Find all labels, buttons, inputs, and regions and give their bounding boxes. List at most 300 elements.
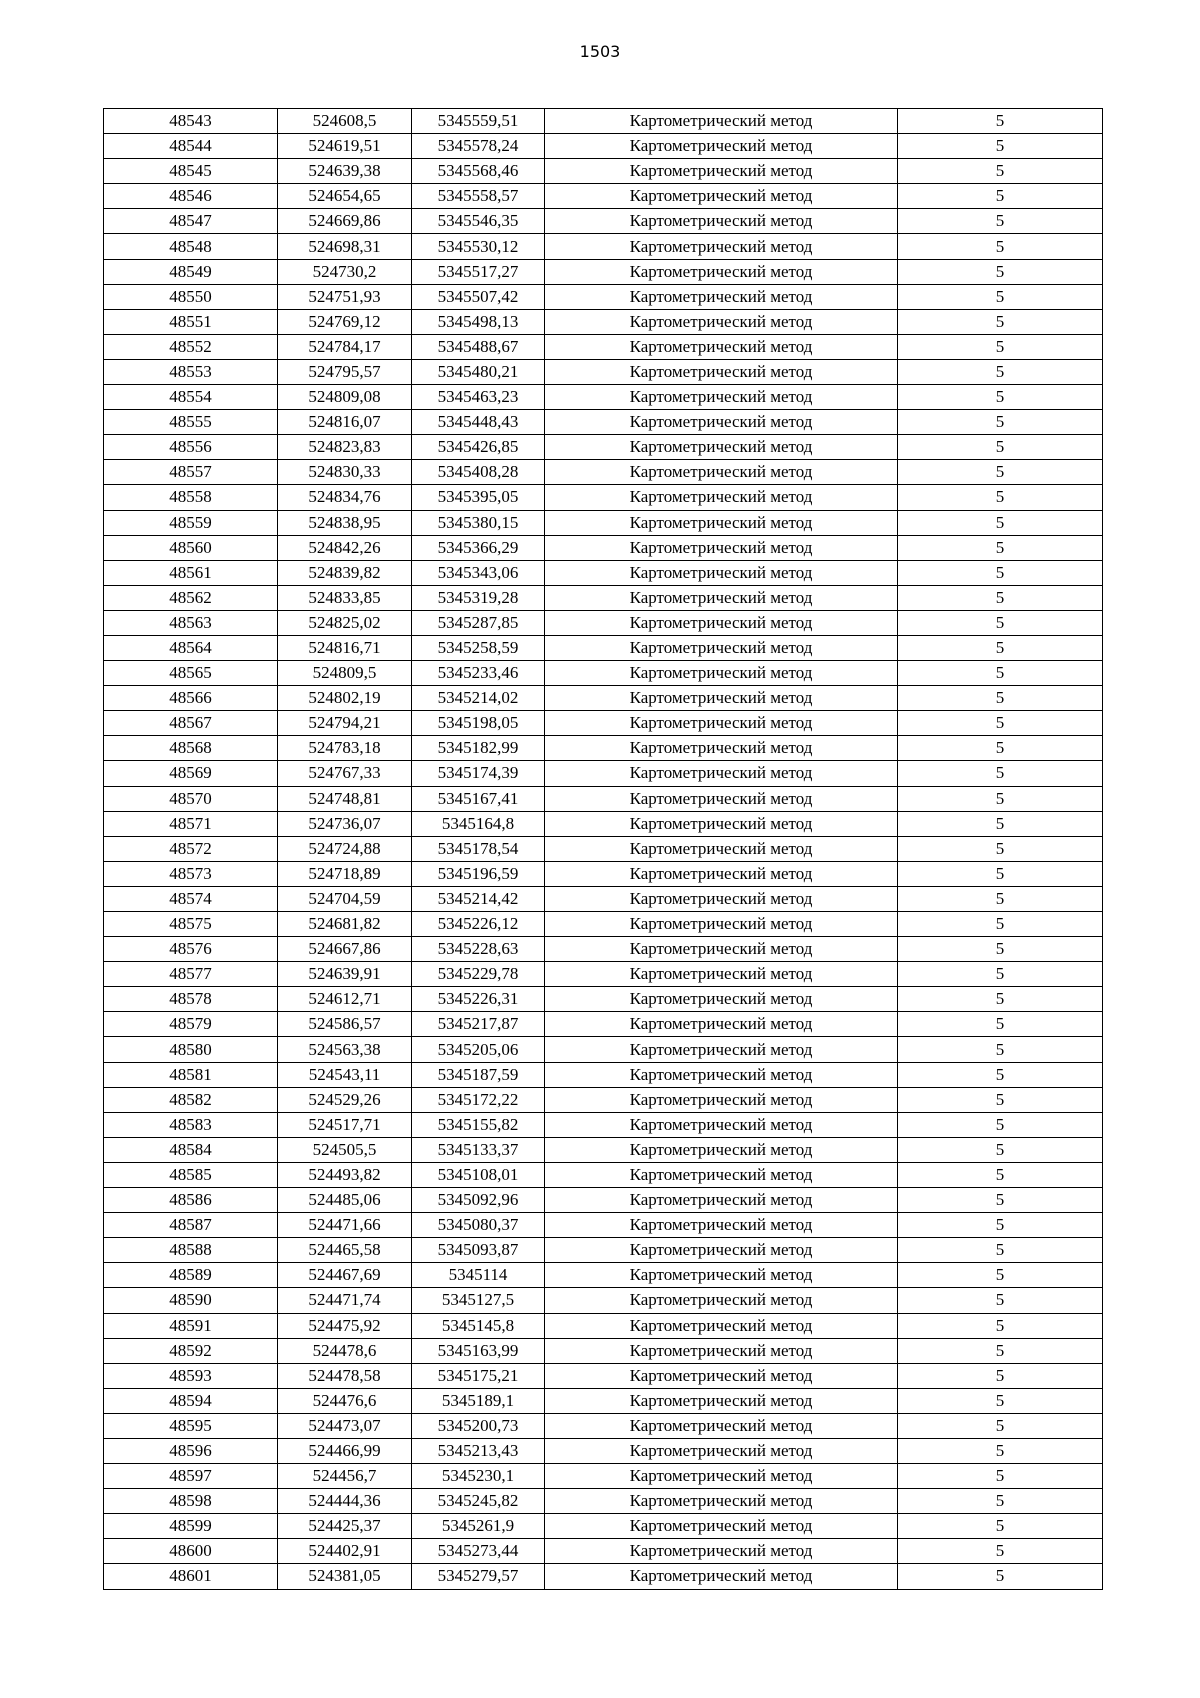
- method-cell: Картометрический метод: [545, 1062, 898, 1087]
- method-cell: Картометрический метод: [545, 786, 898, 811]
- y-coordinate-cell: 5345163,99: [412, 1338, 545, 1363]
- method-cell: Картометрический метод: [545, 1087, 898, 1112]
- x-coordinate-cell: 524612,71: [278, 987, 412, 1012]
- point-number-cell: 48559: [104, 510, 278, 535]
- method-cell: Картометрический метод: [545, 134, 898, 159]
- table-row: [104, 560, 1103, 585]
- x-coordinate-cell: 524478,58: [278, 1363, 412, 1388]
- table-row: [104, 962, 1103, 987]
- point-number-cell: 48570: [104, 786, 278, 811]
- accuracy-cell: 5: [898, 962, 1103, 987]
- x-coordinate-cell: 524724,88: [278, 836, 412, 861]
- y-coordinate-cell: 5345172,22: [412, 1087, 545, 1112]
- x-coordinate-cell: 524802,19: [278, 686, 412, 711]
- point-number-cell: 48564: [104, 635, 278, 660]
- table-row: [104, 109, 1103, 134]
- table-row: [104, 159, 1103, 184]
- accuracy-cell: 5: [898, 1438, 1103, 1463]
- accuracy-cell: 5: [898, 1514, 1103, 1539]
- x-coordinate-cell: 524794,21: [278, 711, 412, 736]
- x-coordinate-cell: 524475,92: [278, 1313, 412, 1338]
- x-coordinate-cell: 524667,86: [278, 937, 412, 962]
- page-number: 1503: [579, 42, 621, 61]
- table-row: [104, 385, 1103, 410]
- accuracy-cell: 5: [898, 711, 1103, 736]
- y-coordinate-cell: 5345229,78: [412, 962, 545, 987]
- x-coordinate-cell: 524736,07: [278, 811, 412, 836]
- method-cell: Картометрический метод: [545, 811, 898, 836]
- method-cell: Картометрический метод: [545, 1413, 898, 1438]
- y-coordinate-cell: 5345217,87: [412, 1012, 545, 1037]
- y-coordinate-cell: 5345448,43: [412, 410, 545, 435]
- accuracy-cell: 5: [898, 410, 1103, 435]
- x-coordinate-cell: 524478,6: [278, 1338, 412, 1363]
- method-cell: Картометрический метод: [545, 886, 898, 911]
- accuracy-cell: 5: [898, 761, 1103, 786]
- table-row: [104, 1514, 1103, 1539]
- point-number-cell: 48568: [104, 736, 278, 761]
- point-number-cell: 48565: [104, 661, 278, 686]
- point-number-cell: 48561: [104, 560, 278, 585]
- accuracy-cell: 5: [898, 1162, 1103, 1187]
- table-row: [104, 1263, 1103, 1288]
- y-coordinate-cell: 5345273,44: [412, 1539, 545, 1564]
- x-coordinate-cell: 524730,2: [278, 259, 412, 284]
- y-coordinate-cell: 5345287,85: [412, 610, 545, 635]
- x-coordinate-cell: 524833,85: [278, 585, 412, 610]
- x-coordinate-cell: 524471,74: [278, 1288, 412, 1313]
- table-row: [104, 1137, 1103, 1162]
- table-row: [104, 912, 1103, 937]
- x-coordinate-cell: 524471,66: [278, 1213, 412, 1238]
- x-coordinate-cell: 524834,76: [278, 485, 412, 510]
- point-number-cell: 48600: [104, 1539, 278, 1564]
- point-number-cell: 48557: [104, 460, 278, 485]
- y-coordinate-cell: 5345092,96: [412, 1188, 545, 1213]
- coordinates-table-body: [104, 109, 1103, 1590]
- point-number-cell: 48558: [104, 485, 278, 510]
- accuracy-cell: 5: [898, 259, 1103, 284]
- accuracy-cell: 5: [898, 560, 1103, 585]
- point-number-cell: 48590: [104, 1288, 278, 1313]
- x-coordinate-cell: 524784,17: [278, 334, 412, 359]
- accuracy-cell: 5: [898, 1012, 1103, 1037]
- accuracy-cell: 5: [898, 661, 1103, 686]
- table-row: [104, 1338, 1103, 1363]
- y-coordinate-cell: 5345198,05: [412, 711, 545, 736]
- y-coordinate-cell: 5345155,82: [412, 1112, 545, 1137]
- method-cell: Картометрический метод: [545, 711, 898, 736]
- point-number-cell: 48563: [104, 610, 278, 635]
- method-cell: Картометрический метод: [545, 309, 898, 334]
- x-coordinate-cell: 524466,99: [278, 1438, 412, 1463]
- x-coordinate-cell: 524485,06: [278, 1188, 412, 1213]
- y-coordinate-cell: 5345133,37: [412, 1137, 545, 1162]
- x-coordinate-cell: 524473,07: [278, 1413, 412, 1438]
- table-row: [104, 711, 1103, 736]
- y-coordinate-cell: 5345319,28: [412, 585, 545, 610]
- table-row: [104, 1464, 1103, 1489]
- table-row: [104, 234, 1103, 259]
- method-cell: Картометрический метод: [545, 1213, 898, 1238]
- method-cell: Картометрический метод: [545, 686, 898, 711]
- y-coordinate-cell: 5345164,8: [412, 811, 545, 836]
- accuracy-cell: 5: [898, 359, 1103, 384]
- table-row: [104, 460, 1103, 485]
- accuracy-cell: 5: [898, 134, 1103, 159]
- method-cell: Картометрический метод: [545, 635, 898, 660]
- accuracy-cell: 5: [898, 635, 1103, 660]
- method-cell: Картометрический метод: [545, 836, 898, 861]
- x-coordinate-cell: 524681,82: [278, 912, 412, 937]
- point-number-cell: 48581: [104, 1062, 278, 1087]
- y-coordinate-cell: 5345214,42: [412, 886, 545, 911]
- accuracy-cell: 5: [898, 1238, 1103, 1263]
- x-coordinate-cell: 524402,91: [278, 1539, 412, 1564]
- table-row: [104, 410, 1103, 435]
- x-coordinate-cell: 524493,82: [278, 1162, 412, 1187]
- method-cell: Картометрический метод: [545, 1012, 898, 1037]
- table-row: [104, 209, 1103, 234]
- point-number-cell: 48583: [104, 1112, 278, 1137]
- table-row: [104, 1162, 1103, 1187]
- y-coordinate-cell: 5345175,21: [412, 1363, 545, 1388]
- y-coordinate-cell: 5345366,29: [412, 535, 545, 560]
- accuracy-cell: 5: [898, 510, 1103, 535]
- y-coordinate-cell: 5345498,13: [412, 309, 545, 334]
- point-number-cell: 48551: [104, 309, 278, 334]
- x-coordinate-cell: 524839,82: [278, 560, 412, 585]
- point-number-cell: 48574: [104, 886, 278, 911]
- y-coordinate-cell: 5345546,35: [412, 209, 545, 234]
- point-number-cell: 48547: [104, 209, 278, 234]
- accuracy-cell: 5: [898, 1413, 1103, 1438]
- table-row: [104, 359, 1103, 384]
- table-row: [104, 1313, 1103, 1338]
- method-cell: Картометрический метод: [545, 435, 898, 460]
- method-cell: Картометрический метод: [545, 1514, 898, 1539]
- point-number-cell: 48552: [104, 334, 278, 359]
- method-cell: Картометрический метод: [545, 987, 898, 1012]
- table-row: [104, 1539, 1103, 1564]
- method-cell: Картометрический метод: [545, 510, 898, 535]
- y-coordinate-cell: 5345127,5: [412, 1288, 545, 1313]
- x-coordinate-cell: 524669,86: [278, 209, 412, 234]
- table-row: [104, 1413, 1103, 1438]
- accuracy-cell: 5: [898, 786, 1103, 811]
- table-row: [104, 259, 1103, 284]
- y-coordinate-cell: 5345395,05: [412, 485, 545, 510]
- accuracy-cell: 5: [898, 1388, 1103, 1413]
- accuracy-cell: 5: [898, 686, 1103, 711]
- point-number-cell: 48579: [104, 1012, 278, 1037]
- point-number-cell: 48576: [104, 937, 278, 962]
- table-row: [104, 1112, 1103, 1137]
- accuracy-cell: 5: [898, 987, 1103, 1012]
- accuracy-cell: 5: [898, 184, 1103, 209]
- accuracy-cell: 5: [898, 1489, 1103, 1514]
- method-cell: Картометрический метод: [545, 159, 898, 184]
- y-coordinate-cell: 5345187,59: [412, 1062, 545, 1087]
- method-cell: Картометрический метод: [545, 334, 898, 359]
- accuracy-cell: 5: [898, 385, 1103, 410]
- method-cell: Картометрический метод: [545, 1363, 898, 1388]
- y-coordinate-cell: 5345108,01: [412, 1162, 545, 1187]
- point-number-cell: 48560: [104, 535, 278, 560]
- y-coordinate-cell: 5345558,57: [412, 184, 545, 209]
- point-number-cell: 48566: [104, 686, 278, 711]
- method-cell: Картометрический метод: [545, 184, 898, 209]
- accuracy-cell: 5: [898, 1188, 1103, 1213]
- table-row: [104, 937, 1103, 962]
- y-coordinate-cell: 5345226,12: [412, 912, 545, 937]
- y-coordinate-cell: 5345214,02: [412, 686, 545, 711]
- method-cell: Картометрический метод: [545, 1564, 898, 1589]
- x-coordinate-cell: 524838,95: [278, 510, 412, 535]
- table-row: [104, 1238, 1103, 1263]
- table-row: [104, 761, 1103, 786]
- y-coordinate-cell: 5345093,87: [412, 1238, 545, 1263]
- x-coordinate-cell: 524830,33: [278, 460, 412, 485]
- method-cell: Картометрический метод: [545, 284, 898, 309]
- method-cell: Картометрический метод: [545, 1438, 898, 1463]
- y-coordinate-cell: 5345380,15: [412, 510, 545, 535]
- y-coordinate-cell: 5345178,54: [412, 836, 545, 861]
- accuracy-cell: 5: [898, 1087, 1103, 1112]
- method-cell: Картометрический метод: [545, 1188, 898, 1213]
- y-coordinate-cell: 5345174,39: [412, 761, 545, 786]
- point-number-cell: 48595: [104, 1413, 278, 1438]
- accuracy-cell: 5: [898, 1338, 1103, 1363]
- y-coordinate-cell: 5345167,41: [412, 786, 545, 811]
- y-coordinate-cell: 5345279,57: [412, 1564, 545, 1589]
- point-number-cell: 48592: [104, 1338, 278, 1363]
- method-cell: Картометрический метод: [545, 209, 898, 234]
- point-number-cell: 48555: [104, 410, 278, 435]
- point-number-cell: 48572: [104, 836, 278, 861]
- point-number-cell: 48549: [104, 259, 278, 284]
- y-coordinate-cell: 5345226,31: [412, 987, 545, 1012]
- x-coordinate-cell: 524748,81: [278, 786, 412, 811]
- method-cell: Картометрический метод: [545, 485, 898, 510]
- point-number-cell: 48577: [104, 962, 278, 987]
- table-row: [104, 485, 1103, 510]
- x-coordinate-cell: 524783,18: [278, 736, 412, 761]
- accuracy-cell: 5: [898, 535, 1103, 560]
- accuracy-cell: 5: [898, 937, 1103, 962]
- point-number-cell: 48580: [104, 1037, 278, 1062]
- accuracy-cell: 5: [898, 460, 1103, 485]
- method-cell: Картометрический метод: [545, 1313, 898, 1338]
- point-number-cell: 48582: [104, 1087, 278, 1112]
- x-coordinate-cell: 524816,71: [278, 635, 412, 660]
- accuracy-cell: 5: [898, 1288, 1103, 1313]
- x-coordinate-cell: 524639,38: [278, 159, 412, 184]
- method-cell: Картометрический метод: [545, 937, 898, 962]
- table-row: [104, 1438, 1103, 1463]
- method-cell: Картометрический метод: [545, 861, 898, 886]
- x-coordinate-cell: 524698,31: [278, 234, 412, 259]
- method-cell: Картометрический метод: [545, 410, 898, 435]
- y-coordinate-cell: 5345228,63: [412, 937, 545, 962]
- table-row: [104, 1564, 1103, 1589]
- x-coordinate-cell: 524529,26: [278, 1087, 412, 1112]
- method-cell: Картометрический метод: [545, 1112, 898, 1137]
- x-coordinate-cell: 524842,26: [278, 535, 412, 560]
- accuracy-cell: 5: [898, 1313, 1103, 1338]
- table-row: [104, 1037, 1103, 1062]
- point-number-cell: 48562: [104, 585, 278, 610]
- point-number-cell: 48586: [104, 1188, 278, 1213]
- x-coordinate-cell: 524751,93: [278, 284, 412, 309]
- y-coordinate-cell: 5345559,51: [412, 109, 545, 134]
- table-row: [104, 635, 1103, 660]
- x-coordinate-cell: 524654,65: [278, 184, 412, 209]
- point-number-cell: 48544: [104, 134, 278, 159]
- accuracy-cell: 5: [898, 836, 1103, 861]
- table-row: [104, 284, 1103, 309]
- method-cell: Картометрический метод: [545, 1238, 898, 1263]
- point-number-cell: 48556: [104, 435, 278, 460]
- table-row: [104, 334, 1103, 359]
- table-row: [104, 610, 1103, 635]
- table-row: [104, 585, 1103, 610]
- table-row: [104, 1388, 1103, 1413]
- method-cell: Картометрический метод: [545, 1338, 898, 1363]
- x-coordinate-cell: 524456,7: [278, 1464, 412, 1489]
- method-cell: Картометрический метод: [545, 761, 898, 786]
- x-coordinate-cell: 524769,12: [278, 309, 412, 334]
- table-row: [104, 811, 1103, 836]
- accuracy-cell: 5: [898, 435, 1103, 460]
- point-number-cell: 48599: [104, 1514, 278, 1539]
- point-number-cell: 48593: [104, 1363, 278, 1388]
- point-number-cell: 48601: [104, 1564, 278, 1589]
- accuracy-cell: 5: [898, 811, 1103, 836]
- x-coordinate-cell: 524381,05: [278, 1564, 412, 1589]
- method-cell: Картометрический метод: [545, 610, 898, 635]
- x-coordinate-cell: 524465,58: [278, 1238, 412, 1263]
- point-number-cell: 48587: [104, 1213, 278, 1238]
- x-coordinate-cell: 524809,5: [278, 661, 412, 686]
- point-number-cell: 48554: [104, 385, 278, 410]
- accuracy-cell: 5: [898, 485, 1103, 510]
- accuracy-cell: 5: [898, 610, 1103, 635]
- point-number-cell: 48571: [104, 811, 278, 836]
- x-coordinate-cell: 524563,38: [278, 1037, 412, 1062]
- method-cell: Картометрический метод: [545, 1037, 898, 1062]
- method-cell: Картометрический метод: [545, 661, 898, 686]
- table-row: [104, 1062, 1103, 1087]
- y-coordinate-cell: 5345343,06: [412, 560, 545, 585]
- table-row: [104, 435, 1103, 460]
- y-coordinate-cell: 5345080,37: [412, 1213, 545, 1238]
- table-row: [104, 1489, 1103, 1514]
- point-number-cell: 48569: [104, 761, 278, 786]
- point-number-cell: 48578: [104, 987, 278, 1012]
- method-cell: Картометрический метод: [545, 234, 898, 259]
- y-coordinate-cell: 5345200,73: [412, 1413, 545, 1438]
- table-row: [104, 309, 1103, 334]
- y-coordinate-cell: 5345507,42: [412, 284, 545, 309]
- y-coordinate-cell: 5345261,9: [412, 1514, 545, 1539]
- x-coordinate-cell: 524505,5: [278, 1137, 412, 1162]
- y-coordinate-cell: 5345408,28: [412, 460, 545, 485]
- table-row: [104, 184, 1103, 209]
- y-coordinate-cell: 5345480,21: [412, 359, 545, 384]
- point-number-cell: 48591: [104, 1313, 278, 1338]
- x-coordinate-cell: 524816,07: [278, 410, 412, 435]
- coordinates-table: [103, 108, 1103, 1590]
- accuracy-cell: 5: [898, 1112, 1103, 1137]
- y-coordinate-cell: 5345233,46: [412, 661, 545, 686]
- accuracy-cell: 5: [898, 1539, 1103, 1564]
- point-number-cell: 48594: [104, 1388, 278, 1413]
- accuracy-cell: 5: [898, 886, 1103, 911]
- accuracy-cell: 5: [898, 109, 1103, 134]
- y-coordinate-cell: 5345189,1: [412, 1388, 545, 1413]
- y-coordinate-cell: 5345258,59: [412, 635, 545, 660]
- table-row: [104, 134, 1103, 159]
- method-cell: Картометрический метод: [545, 109, 898, 134]
- x-coordinate-cell: 524586,57: [278, 1012, 412, 1037]
- method-cell: Картометрический метод: [545, 359, 898, 384]
- method-cell: Картометрический метод: [545, 1263, 898, 1288]
- point-number-cell: 48550: [104, 284, 278, 309]
- point-number-cell: 48573: [104, 861, 278, 886]
- method-cell: Картометрический метод: [545, 962, 898, 987]
- x-coordinate-cell: 524425,37: [278, 1514, 412, 1539]
- table-row: [104, 1087, 1103, 1112]
- point-number-cell: 48545: [104, 159, 278, 184]
- point-number-cell: 48575: [104, 912, 278, 937]
- accuracy-cell: 5: [898, 1213, 1103, 1238]
- y-coordinate-cell: 5345213,43: [412, 1438, 545, 1463]
- y-coordinate-cell: 5345182,99: [412, 736, 545, 761]
- y-coordinate-cell: 5345426,85: [412, 435, 545, 460]
- table-row: [104, 786, 1103, 811]
- accuracy-cell: 5: [898, 209, 1103, 234]
- x-coordinate-cell: 524467,69: [278, 1263, 412, 1288]
- accuracy-cell: 5: [898, 284, 1103, 309]
- table-row: [104, 1363, 1103, 1388]
- x-coordinate-cell: 524444,36: [278, 1489, 412, 1514]
- method-cell: Картометрический метод: [545, 1162, 898, 1187]
- y-coordinate-cell: 5345230,1: [412, 1464, 545, 1489]
- accuracy-cell: 5: [898, 1037, 1103, 1062]
- x-coordinate-cell: 524619,51: [278, 134, 412, 159]
- method-cell: Картометрический метод: [545, 259, 898, 284]
- y-coordinate-cell: 5345205,06: [412, 1037, 545, 1062]
- method-cell: Картометрический метод: [545, 585, 898, 610]
- table-row: [104, 836, 1103, 861]
- y-coordinate-cell: 5345463,23: [412, 385, 545, 410]
- method-cell: Картометрический метод: [545, 912, 898, 937]
- point-number-cell: 48596: [104, 1438, 278, 1463]
- accuracy-cell: 5: [898, 334, 1103, 359]
- accuracy-cell: 5: [898, 309, 1103, 334]
- y-coordinate-cell: 5345488,67: [412, 334, 545, 359]
- point-number-cell: 48585: [104, 1162, 278, 1187]
- x-coordinate-cell: 524795,57: [278, 359, 412, 384]
- point-number-cell: 48589: [104, 1263, 278, 1288]
- y-coordinate-cell: 5345517,27: [412, 259, 545, 284]
- accuracy-cell: 5: [898, 159, 1103, 184]
- y-coordinate-cell: 5345114: [412, 1263, 545, 1288]
- y-coordinate-cell: 5345245,82: [412, 1489, 545, 1514]
- table-row: [104, 661, 1103, 686]
- table-row: [104, 987, 1103, 1012]
